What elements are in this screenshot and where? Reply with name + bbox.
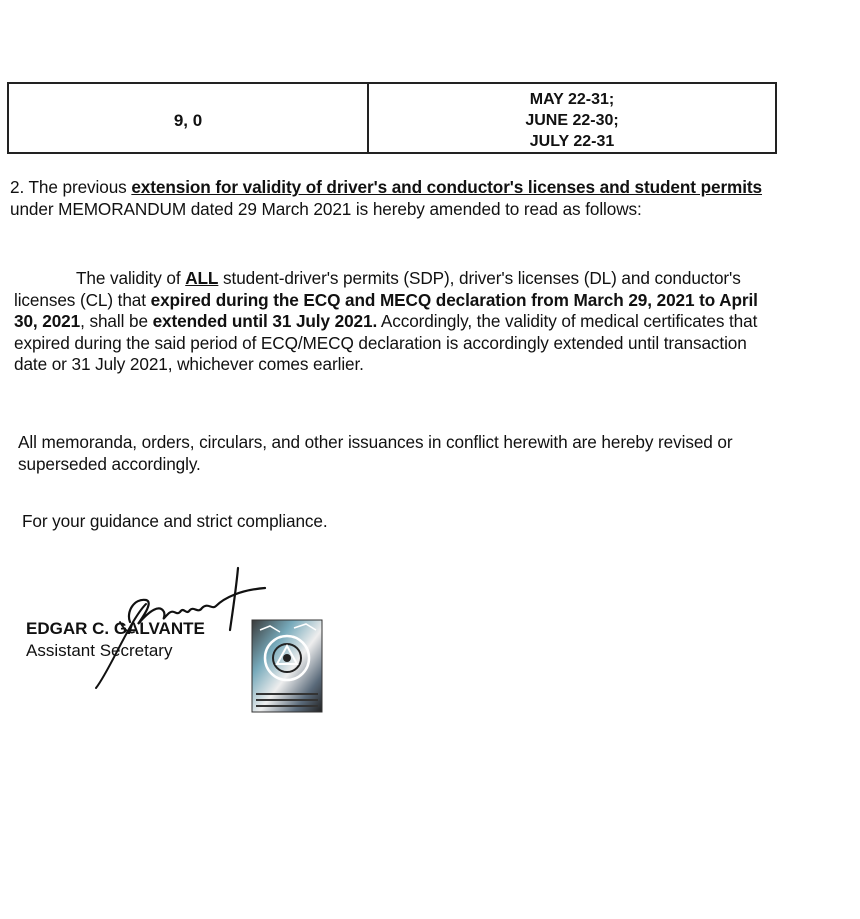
para3-bold-extension: extended until 31 July 2021. [152,311,378,331]
para3-text: Accordingly, the validity of medical certificates that expired during the said period of ECQ/MECQ declaration is accordingly extended until transaction date or 31 July 2021, whichever comes earlier. [14,311,758,374]
signatory-title: Assistant Secretary [26,641,173,660]
table-cell-right [369,84,775,152]
para3-bold-period: expired during the ECQ and MECQ declaration from March 29, 2021 to April 30, 2021 [14,289,758,331]
paragraph-4: All memoranda, orders, circulars, and other issuances in conflict herewith are hereby revised or superseded accordingly. [18,432,733,474]
para3-text: student-driver's permits (SDP), driver's licenses (DL) and conductor's licenses (CL) that [14,268,741,310]
security-hologram-seal-icon [250,618,324,714]
para3-all: ALL [185,268,219,288]
signatory-name: EDGAR C. GALVANTE [26,619,205,638]
schedule-table [7,82,777,154]
para3-text: , shall be [80,311,153,331]
table-date-line: JULY 22-31 [529,132,615,150]
paragraph-3 [14,268,780,376]
table-cell-left: 9, 0 [9,84,369,152]
paragraph-5: For your guidance and strict compliance. [22,511,328,531]
table-date-line: JUNE 22-30; [525,111,619,129]
para2-underlined-subject: extension for validity of driver's and conductor's licenses and student permits [131,177,762,197]
para3-text: The validity of [76,268,186,288]
para2-rest: under MEMORANDUM dated 29 March 2021 is hereby amended to read as follows: [10,198,642,219]
paragraph-2 [10,177,780,220]
table-date-line: MAY 22-31; [529,90,615,108]
para2-lead: 2. The previous [10,177,132,197]
